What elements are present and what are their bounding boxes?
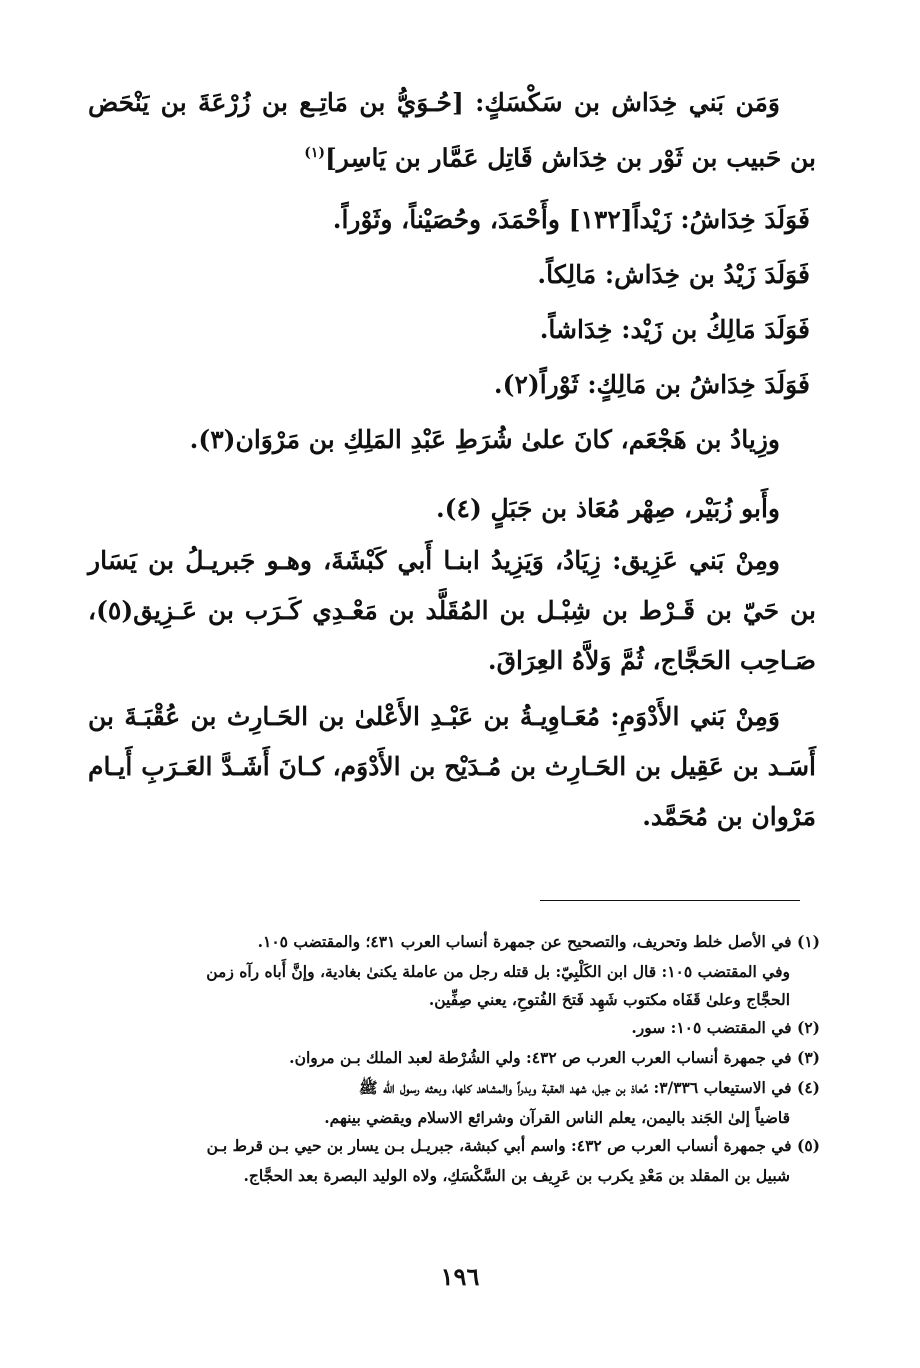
paragraph-text: وأَبو زُبَيْر، صِهْر مُعَاذ بن جَبَلٍ (٤). [435, 494, 780, 523]
footnote-1-continuation: الحجَّاج وعلىٰ قَفَاه مكتوب شَهِد فَتحَ الفُتوحِ، يعني صِفِّين. [428, 990, 790, 1009]
footnote-1: (١) في الأصل خلط وتحريف، والتصحيح عن جمهرة أنساب العرب ٤٣١؛ والمقتضب ١٠٥. [257, 932, 820, 951]
footnote-4-continuation: قاضياً إلىٰ الجَند باليمن، يعلم الناس القرآن وشرائع الاسلام ويقضي بينهم. [324, 1108, 790, 1127]
lineage-line: فَوَلَدَ مَالِكُ بن زَيْد: خِدَاشاً. [539, 315, 810, 344]
footnote-ref: (١) [304, 145, 325, 161]
footnote-4: (٤) في الاستيعاب ٣/٣٣٦: مُعاذ بن جبل، شهد العقبة وبدراً والمشاهد كلها، وبعثه رسول الله ﷺ [358, 1078, 820, 1097]
paragraph-text: وزِيادُ بن هَجْعَم، كانَ علىٰ شُرَطِ عَبْدِ المَلِكِ بن مَرْوَان(٣). [189, 425, 780, 454]
paragraph-text: ومِنْ بَني عَزِيق: زِيَادُ، وَيَزِيدُ ابنـا أَبي كَبْشَةَ، وهـو جَبريـلُ بن يَسَار بن حَيّ بن قَـرْط بن شِبْـل بن المُقَلَّد بن مَعْـدِي كَـرَب بن عَـزِيق(٥)، صَـاحِب الحَجَّاج، ثُمَّ وَلاَّهُ العِرَاقَ. [88, 546, 816, 675]
lineage-line: فَوَلَدَ زَيْدُ بن خِدَاش: مَالِكاً. [537, 260, 810, 289]
lineage-list [160, 192, 810, 412]
footnote-2: (٢) في المقتضب ١٠٥: سور. [631, 1018, 820, 1037]
paragraph-text: وَمَن بَني خِدَاش بن سَكْسَكٍ: [حُـوَيُّ بن مَاتِـع بن زُرْعَةَ بن يَنْحَض بن حَبيب بن ثَوْر بن خِدَاش قَاتِل عَمَّار بن يَاسِر] [88, 88, 816, 173]
footnote-3: (٣) في جمهرة أنساب العرب العرب ص ٤٣٢: ولي الشُرْطة لعبد الملك بـن مروان. [289, 1048, 820, 1067]
footnote-1-continuation: وفي المقتضب ١٠٥: قال ابن الكَلْبِيّ: بل قتله رجل من عاملة يكنىٰ بغادية، وإنَّ أَباه رآه زمن [206, 962, 790, 981]
footnote-5-continuation: شبيل بن المقلد بن مَعْدِ يكرب بن عَرِيف بن السَّكْسَكِ، ولاه الوليد البصرة بعد الحجَّاج. [243, 1166, 790, 1185]
footnote-divider [540, 900, 800, 901]
footnotes [92, 928, 820, 1190]
paragraph-adwam [88, 692, 816, 842]
lineage-line: فَوَلَدَ خِدَاشُ: زَيْداً[١٣٢] وأَحْمَدَ، وحُصَيْناً، وثَوْراً. [332, 205, 810, 234]
paragraph-text: وَمِنْ بَني الأَدْوَمِ: مُعَـاوِيـةُ بن عَبْـدِ الأَعْلىٰ بن الحَـارِث بن عُقْبَـةَ بن أَسَـد بن عَقِيل بن الحَـارِث بن مُـدَيْح بن الأَدْوَم، كـانَ أَشَـدَّ العَـرَبِ أَيـام مَرْوان بن مُحَمَّد. [88, 702, 816, 831]
paragraph-azeeq [88, 536, 816, 686]
lineage-line: فَوَلَدَ خِدَاشُ بن مَالِكٍ: ثَوْراً(٢). [493, 370, 810, 399]
paragraph-khidash [88, 78, 816, 183]
page-number: ١٩٦ [440, 1262, 480, 1291]
paragraph-abu-zubayr [88, 484, 816, 534]
paragraph-ziyad [88, 415, 816, 465]
footnote-5: (٥) في جمهرة أنساب العرب ص ٤٣٢: واسم أبي كبشة، جبريـل بـن يسار بن حيي بـن قرط بـن [206, 1136, 820, 1155]
